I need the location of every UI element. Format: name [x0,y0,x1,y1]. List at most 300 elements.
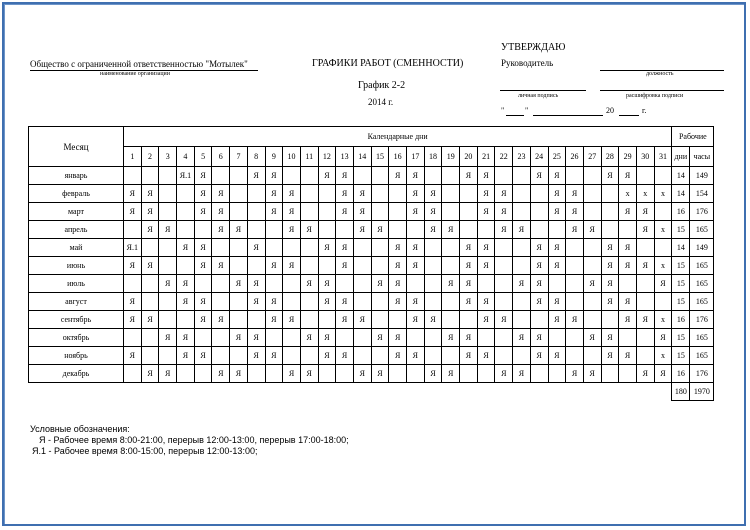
day-number: 8 [247,147,265,167]
day-cell: Я [283,221,301,239]
day-cell [371,185,389,203]
day-cell [424,275,442,293]
table-row [29,347,714,365]
day-number: 20 [460,147,478,167]
day-number: 11 [300,147,318,167]
day-cell: Я [460,167,478,185]
month-cell: апрель [29,221,124,239]
day-cell: Я [194,185,212,203]
month-cell: ноябрь [29,347,124,365]
day-cell: Я [300,275,318,293]
day-cell: Я [141,365,159,383]
day-cell: Я [265,311,283,329]
month-cell: сентябрь [29,311,124,329]
day-cell: Я [566,185,584,203]
day-cell [300,167,318,185]
day-number: 31 [654,147,672,167]
day-cell: Я [283,185,301,203]
day-cell [353,257,371,275]
day-cell [583,239,601,257]
date-year-prefix: 20 [606,106,614,115]
day-cell: Я [566,311,584,329]
day-cell: х [654,221,672,239]
day-cell [636,329,654,347]
work-hours-cell: 165 [690,275,714,293]
day-cell: Я [530,329,548,347]
day-number: 26 [566,147,584,167]
organization-name: Общество с ограниченной ответственностью "Мотылек" [30,59,248,69]
day-number: 3 [159,147,177,167]
day-cell [177,185,195,203]
day-cell: Я [407,167,425,185]
day-number: 2 [141,147,159,167]
day-cell [442,185,460,203]
day-cell: х [654,311,672,329]
day-cell [566,257,584,275]
day-cell [636,275,654,293]
day-cell [265,239,283,257]
table-row [29,275,714,293]
day-cell [212,293,230,311]
day-cell [371,167,389,185]
work-hours-cell: 154 [690,185,714,203]
day-cell: Я [583,329,601,347]
day-cell [495,275,513,293]
day-cell [513,185,531,203]
day-cell: Я [495,203,513,221]
organization-caption: наименование организации [100,71,170,77]
day-cell [389,203,407,221]
day-cell [300,239,318,257]
day-cell [389,185,407,203]
day-cell: Я [513,365,531,383]
days-header: Календарные дни [124,127,672,147]
day-cell: Я [389,257,407,275]
day-cell [513,257,531,275]
day-cell: Я [212,365,230,383]
day-cell: Я [265,347,283,365]
day-cell: Я [177,239,195,257]
day-cell [548,365,566,383]
document-title: ГРАФИКИ РАБОТ (СМЕННОСТИ) [312,58,464,69]
month-cell: июль [29,275,124,293]
table-row [29,167,714,185]
work-days-cell: 15 [672,221,690,239]
day-cell [159,257,177,275]
day-cell: Я [566,221,584,239]
day-cell [177,203,195,221]
day-cell: Я [530,293,548,311]
day-cell [230,203,248,221]
day-cell: Я [619,203,637,221]
day-cell: Я [247,347,265,365]
day-cell: Я [247,275,265,293]
day-number: 28 [601,147,619,167]
day-cell: Я [548,293,566,311]
day-cell: Я [194,167,212,185]
day-cell: Я [212,203,230,221]
day-cell: Я [353,185,371,203]
day-number: 19 [442,147,460,167]
day-cell [424,329,442,347]
table-row [29,311,714,329]
day-cell: Я [230,329,248,347]
table-row [29,365,714,383]
month-cell: май [29,239,124,257]
day-cell: Я [336,293,354,311]
day-cell: Я [265,185,283,203]
work-days-cell: 15 [672,293,690,311]
day-cell [654,203,672,221]
day-cell: Я [177,293,195,311]
day-cell [583,311,601,329]
work-days-cell: 15 [672,347,690,365]
day-cell [460,365,478,383]
day-cell: Я [477,185,495,203]
day-cell [619,275,637,293]
day-cell: Я [566,203,584,221]
day-cell [212,329,230,347]
work-days-header: дни [672,147,690,167]
day-cell [566,167,584,185]
day-cell [442,347,460,365]
day-cell: Я [530,239,548,257]
day-cell: Я [583,365,601,383]
month-cell: декабрь [29,365,124,383]
day-cell: Я [460,329,478,347]
document-year: 2014 г. [368,97,394,107]
day-cell: Я [654,329,672,347]
day-cell [353,347,371,365]
day-cell [371,239,389,257]
day-cell [583,167,601,185]
day-cell: Я [247,293,265,311]
work-days-cell: 15 [672,257,690,275]
day-cell [601,221,619,239]
day-cell: Я [177,275,195,293]
day-cell: Я [601,293,619,311]
day-cell [424,347,442,365]
day-cell [318,203,336,221]
work-days-cell: 16 [672,365,690,383]
day-cell: Я [654,365,672,383]
day-cell: Я [389,347,407,365]
day-cell: Я [601,347,619,365]
work-days-cell: 14 [672,185,690,203]
day-cell: Я [442,221,460,239]
day-number: 6 [212,147,230,167]
day-cell: Я [177,329,195,347]
day-cell: Я [477,239,495,257]
day-cell [283,167,301,185]
day-cell [407,221,425,239]
day-cell: Я [389,293,407,311]
day-cell [230,185,248,203]
day-cell: Я [159,275,177,293]
day-cell [212,347,230,365]
day-cell [513,347,531,365]
day-cell [513,239,531,257]
month-cell: октябрь [29,329,124,347]
day-cell [654,167,672,185]
day-cell [318,185,336,203]
schedule-table [28,126,714,401]
day-number: 7 [230,147,248,167]
day-cell [407,365,425,383]
day-cell [212,167,230,185]
day-cell [141,293,159,311]
day-cell [141,329,159,347]
day-cell: Я [265,293,283,311]
day-cell [530,221,548,239]
day-cell [654,293,672,311]
day-cell [353,239,371,257]
day-cell: Я [601,275,619,293]
day-cell [460,203,478,221]
day-cell [124,221,142,239]
day-cell [300,311,318,329]
day-cell: Я [230,221,248,239]
day-cell [530,311,548,329]
day-cell [177,257,195,275]
day-cell [194,365,212,383]
day-cell: Я [477,167,495,185]
day-cell: Я [159,221,177,239]
head-label: Руководитель [501,58,554,68]
day-cell: Я [159,365,177,383]
day-cell [336,275,354,293]
day-cell [442,167,460,185]
work-days-cell: 14 [672,239,690,257]
day-cell: х [654,185,672,203]
month-cell: март [29,203,124,221]
day-cell: Я [371,221,389,239]
day-cell: Я [194,293,212,311]
day-cell [194,329,212,347]
day-cell [177,311,195,329]
month-cell: август [29,293,124,311]
decoding-caption: расшифровка подписи [626,93,684,99]
day-cell [124,275,142,293]
day-cell [636,239,654,257]
day-cell [513,167,531,185]
day-cell: Я [495,221,513,239]
work-hours-cell: 165 [690,293,714,311]
table-row [29,203,714,221]
day-cell: Я [141,257,159,275]
day-number: 29 [619,147,637,167]
legend-title: Условные обозначения: [30,424,130,434]
day-cell [424,239,442,257]
table-row [29,257,714,275]
day-cell: Я [495,365,513,383]
day-cell: Я [389,275,407,293]
day-cell [159,167,177,185]
day-cell: Я [548,167,566,185]
day-cell: Я [407,239,425,257]
day-number: 5 [194,147,212,167]
date-year-line [619,115,639,116]
day-cell [283,347,301,365]
work-hours-cell: 176 [690,311,714,329]
day-cell [212,275,230,293]
position-caption: должность [646,71,674,77]
day-cell: Я [124,347,142,365]
day-cell: Я [407,311,425,329]
day-cell: Я [636,221,654,239]
day-cell: Я [477,311,495,329]
day-cell: Я [601,257,619,275]
day-cell [636,347,654,365]
day-cell [124,167,142,185]
day-cell: Я [389,239,407,257]
day-cell [513,203,531,221]
day-cell [424,167,442,185]
day-cell: Я [601,329,619,347]
date-month-line [533,115,603,116]
day-cell: Я [194,347,212,365]
day-cell: Я [636,257,654,275]
day-cell: Я [124,311,142,329]
day-cell [230,239,248,257]
day-cell: Я [212,311,230,329]
signature-line [500,90,586,91]
work-header: Рабочие [672,127,714,147]
day-cell [318,311,336,329]
signature-caption: личная подпись [518,93,559,99]
day-cell: Я [124,257,142,275]
day-cell: Я [283,311,301,329]
day-cell: Я [460,293,478,311]
day-number: 4 [177,147,195,167]
day-cell [495,239,513,257]
day-cell [583,293,601,311]
day-cell: Я [318,347,336,365]
month-cell: январь [29,167,124,185]
day-number: 12 [318,147,336,167]
day-cell [247,185,265,203]
day-cell [283,275,301,293]
day-cell [159,185,177,203]
day-cell [124,365,142,383]
day-cell: Я [300,365,318,383]
day-cell: Я [336,347,354,365]
day-cell [371,293,389,311]
day-cell [601,311,619,329]
day-cell [336,365,354,383]
day-cell: Я [530,167,548,185]
day-cell [283,293,301,311]
day-number: 24 [530,147,548,167]
day-cell [353,329,371,347]
day-cell [601,365,619,383]
date-year-suffix: г. [642,106,647,115]
work-hours-cell: 149 [690,239,714,257]
day-cell: Я [654,275,672,293]
day-cell [566,239,584,257]
work-hours-cell: 165 [690,329,714,347]
day-cell: Я [548,203,566,221]
day-cell [442,257,460,275]
day-cell: Я [530,257,548,275]
day-cell: Я [636,311,654,329]
day-cell [194,275,212,293]
day-cell: Я [530,347,548,365]
day-cell [619,365,637,383]
day-cell: Я [477,293,495,311]
day-cell [530,185,548,203]
day-cell [371,203,389,221]
day-cell: Я [230,275,248,293]
day-cell: Я [353,203,371,221]
day-cell [247,203,265,221]
day-cell [300,347,318,365]
day-cell: Я [194,257,212,275]
day-cell: Я [424,365,442,383]
day-cell [159,347,177,365]
day-cell [194,221,212,239]
day-cell [530,365,548,383]
total-hours-cell: 1970 [690,383,714,401]
table-row [29,221,714,239]
day-cell [141,239,159,257]
day-cell [230,257,248,275]
day-cell [619,221,637,239]
day-cell [141,167,159,185]
day-cell: Я [283,257,301,275]
day-cell [495,347,513,365]
day-cell: Я [477,203,495,221]
day-cell [371,257,389,275]
day-cell: Я [265,257,283,275]
day-cell [230,293,248,311]
day-cell: Я [124,203,142,221]
day-cell: Я [194,203,212,221]
day-cell: Я [424,311,442,329]
day-cell [477,329,495,347]
legend-item: Я - Рабочее время 8:00-21:00, перерыв 12:00-13:00, перерыв 17:00-18:00; [39,435,349,445]
day-cell: Я [513,329,531,347]
day-cell [124,329,142,347]
day-cell [442,239,460,257]
day-cell: Я [177,347,195,365]
day-cell [566,347,584,365]
day-cell [407,329,425,347]
day-cell: Я [336,239,354,257]
month-cell: февраль [29,185,124,203]
day-cell [300,203,318,221]
day-cell: Я [353,365,371,383]
day-cell: Я [265,203,283,221]
day-cell: Я [477,347,495,365]
day-cell [636,293,654,311]
day-cell [318,221,336,239]
day-cell: Я [247,239,265,257]
day-cell [477,365,495,383]
day-number: 23 [513,147,531,167]
day-number: 21 [477,147,495,167]
day-cell: Я [194,239,212,257]
day-cell: Я [283,365,301,383]
day-cell [407,275,425,293]
day-cell [495,167,513,185]
day-cell: Я [371,329,389,347]
day-cell [530,203,548,221]
day-cell: Я [336,311,354,329]
day-cell: Я [336,257,354,275]
day-cell: Я [477,257,495,275]
day-cell [247,221,265,239]
